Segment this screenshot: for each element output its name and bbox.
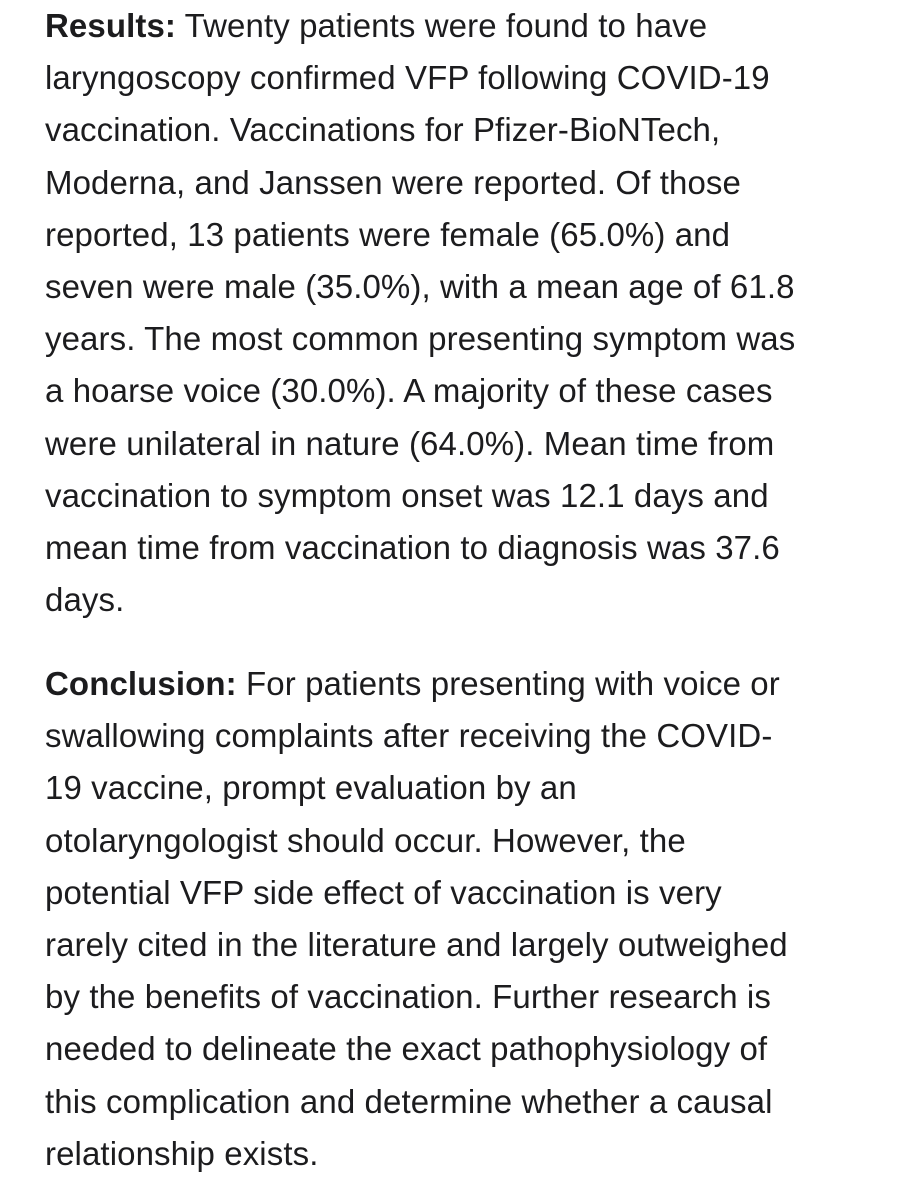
results-line: a hoarse voice (30.0%). A majority of these cases	[45, 372, 773, 410]
results-line: reported, 13 patients were female (65.0%) and	[45, 215, 731, 253]
conclusion-line: relationship exists.	[45, 1134, 319, 1172]
conclusion-line: rarely cited in the literature and largely outweighed	[45, 926, 788, 964]
results-line: days.	[45, 581, 125, 619]
conclusion-line: swallowing complaints after receiving the COVID-	[45, 717, 773, 755]
results-label: Results:	[45, 7, 176, 44]
results-line: vaccination. Vaccinations for Pfizer-BioNTech,	[45, 111, 721, 149]
conclusion-line: otolaryngologist should occur. However, the	[45, 821, 686, 859]
conclusion-line: this complication and determine whether a causal	[45, 1082, 773, 1120]
conclusion-line	[45, 658, 875, 710]
conclusion-text: For patients presenting with voice or	[236, 665, 780, 702]
conclusion-label: Conclusion:	[45, 665, 237, 702]
conclusion-line: by the benefits of vaccination. Further research is	[45, 978, 771, 1016]
results-line: years. The most common presenting symptom was	[45, 320, 796, 358]
conclusion-paragraph	[45, 658, 875, 1180]
results-paragraph	[45, 0, 875, 626]
conclusion-line: 19 vaccine, prompt evaluation by an	[45, 769, 577, 807]
results-line: Moderna, and Janssen were reported. Of those	[45, 163, 741, 201]
results-line: laryngoscopy confirmed VFP following COVID-19	[45, 59, 770, 97]
results-line: vaccination to symptom onset was 12.1 days and	[45, 476, 769, 514]
results-line: seven were male (35.0%), with a mean age of 61.8	[45, 268, 795, 306]
results-line	[45, 0, 875, 52]
results-text: Twenty patients were found to have	[176, 7, 708, 44]
conclusion-line: needed to delineate the exact pathophysiology of	[45, 1030, 768, 1068]
results-line: mean time from vaccination to diagnosis was 37.6	[45, 529, 780, 567]
conclusion-line: potential VFP side effect of vaccination is very	[45, 873, 722, 911]
results-line: were unilateral in nature (64.0%). Mean time from	[45, 424, 775, 462]
